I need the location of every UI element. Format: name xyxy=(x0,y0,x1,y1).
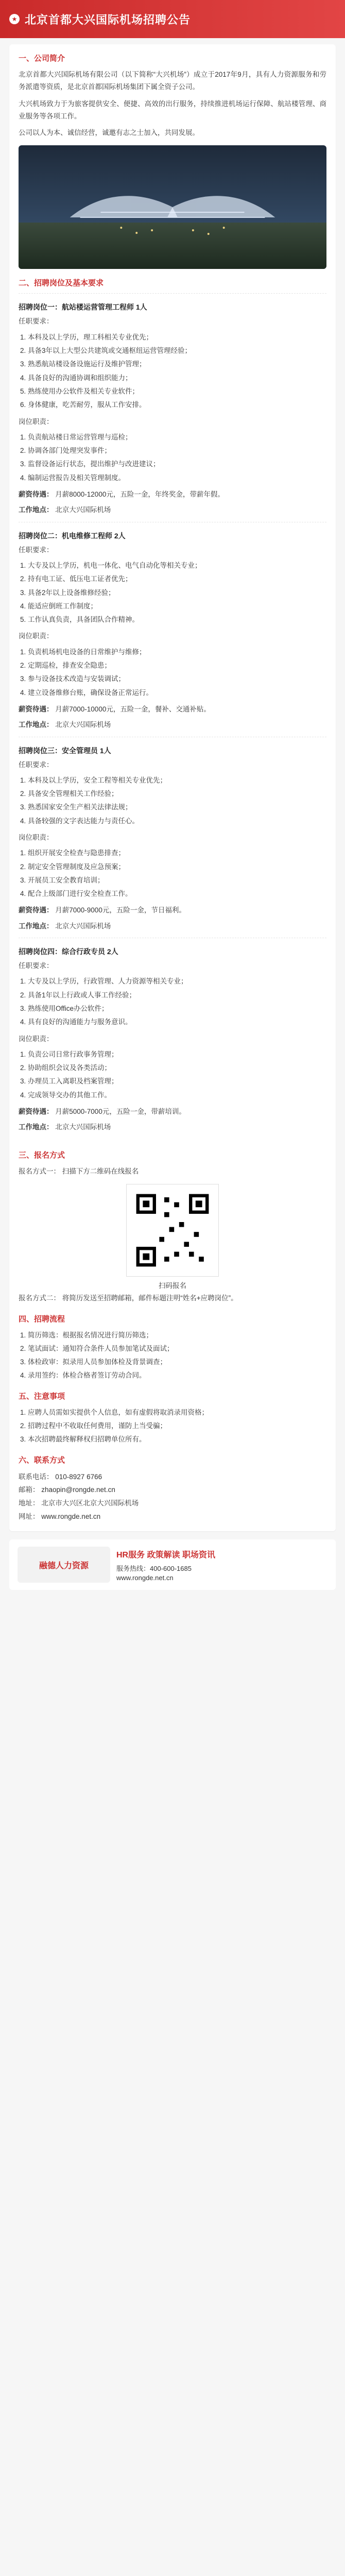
list-item: 2. 笔试面试：通知符合条件人员参加笔试及面试； xyxy=(28,1343,326,1355)
list-item: 2. 具备3年以上大型公共建筑或交通枢纽运营管理经验； xyxy=(28,345,326,357)
apply-method-1-text: 扫描下方二维码在线报名 xyxy=(62,1167,139,1175)
duty-list xyxy=(19,431,326,484)
list-item: 5. 工作认真负责，具备团队合作精神。 xyxy=(28,614,326,626)
list-item: 3. 监督设备运行状态，提出维护与改进建议； xyxy=(28,458,326,470)
notice-list xyxy=(19,1406,326,1446)
apply-method-2-label: 报名方式二： xyxy=(19,1294,60,1302)
recruit-section-title: 二、招聘岗位及基本要求 xyxy=(19,279,104,288)
job-2 xyxy=(19,522,326,732)
job-title: 招聘岗位三：安全管理员 1人 xyxy=(19,746,111,755)
company-para-2: 大兴机场致力于为旅客提供安全、便捷、高效的出行服务，持续推进机场运行保障、航站楼管理、商业服务等各项工作。 xyxy=(19,99,326,120)
banner-title: 北京首都大兴国际机场招聘公告 xyxy=(25,13,191,26)
contact-email[interactable]: zhaopin@rongde.net.cn xyxy=(41,1486,115,1494)
list-item: 3. 熟悉航站楼设备设施运行及维护管理； xyxy=(28,358,326,370)
list-item: 1. 大专及以上学历，机电一体化、电气自动化等相关专业； xyxy=(28,560,326,572)
list-item: 1. 简历筛选：根据报名情况进行简历筛选； xyxy=(28,1329,326,1342)
list-item: 3. 体检政审：拟录用人员参加体检及背景调查； xyxy=(28,1356,326,1368)
list-item: 3. 参与设备技术改造与安装调试； xyxy=(28,673,326,685)
salary-label: 薪资待遇： xyxy=(19,490,54,499)
salary-label: 薪资待遇： xyxy=(19,705,54,713)
list-item: 1. 应聘人员需如实提供个人信息，如有虚假将取消录用资格； xyxy=(28,1406,326,1419)
req-list xyxy=(19,560,326,626)
footer-brand: 融德人力资源 xyxy=(18,1547,110,1583)
req-list xyxy=(19,975,326,1028)
job-title: 招聘岗位一：航站楼运营管理工程师 1人 xyxy=(19,303,147,312)
job-3 xyxy=(19,737,326,933)
company-para-1: 北京首都大兴国际机场有限公司（以下简称“大兴机场”）成立于2017年9月，具有人力资源服务和劳务派遣等资质，是北京首都国际机场集团下属全资子公司。 xyxy=(19,71,326,91)
list-item: 4. 录用签约：体检合格者签订劳动合同。 xyxy=(28,1369,326,1382)
duty-label: 岗位职责： xyxy=(19,1035,54,1043)
duty-label: 岗位职责： xyxy=(19,833,54,841)
place-row xyxy=(19,504,326,516)
notice-section-title: 五、注意事项 xyxy=(19,1392,65,1401)
salary-row xyxy=(19,904,326,917)
salary-row xyxy=(19,488,326,501)
list-item: 1. 本科及以上学历，安全工程等相关专业优先； xyxy=(28,774,326,787)
contact-phone-label: 联系电话： xyxy=(19,1472,54,1481)
company-section-title: 一、公司简介 xyxy=(19,54,65,63)
place-value: 北京大兴国际机场 xyxy=(55,922,111,930)
salary-value: 月薪8000-12000元，五险一金，年终奖金，带薪年假。 xyxy=(55,490,225,499)
place-row xyxy=(19,719,326,731)
duty-list xyxy=(19,847,326,900)
place-value: 北京大兴国际机场 xyxy=(55,1123,111,1131)
list-item: 2. 具备安全管理相关工作经验； xyxy=(28,788,326,800)
logo-icon: ★ xyxy=(9,14,20,24)
list-item: 1. 负责公司日常行政事务管理； xyxy=(28,1048,326,1061)
hero-image xyxy=(19,145,326,269)
list-item: 5. 熟练使用办公软件及相关专业软件； xyxy=(28,385,326,398)
footer-site[interactable]: www.rongde.net.cn xyxy=(116,1573,174,1582)
list-item: 4. 编制运营报告及相关管理制度。 xyxy=(28,472,326,484)
top-banner xyxy=(0,0,345,38)
list-item: 1. 本科及以上学历，理工科相关专业优先； xyxy=(28,331,326,344)
salary-label: 薪资待遇： xyxy=(19,906,54,914)
place-value: 北京大兴国际机场 xyxy=(55,721,111,729)
contact-address-label: 地址： xyxy=(19,1499,40,1507)
salary-row xyxy=(19,1106,326,1118)
contact-site-label: 网址： xyxy=(19,1512,40,1520)
contact-phone: 010-8927 6766 xyxy=(55,1472,102,1481)
contact-address-row xyxy=(19,1497,326,1510)
contact-section-title: 六、联系方式 xyxy=(19,1455,65,1465)
qr-icon xyxy=(131,1189,214,1272)
list-item: 4. 具备较强的文字表达能力与责任心。 xyxy=(28,815,326,827)
salary-row xyxy=(19,703,326,716)
req-label: 任职要求： xyxy=(19,962,54,970)
list-item: 4. 具备良好的沟通协调和组织能力； xyxy=(28,372,326,384)
contact-address: 北京市大兴区北京大兴国际机场 xyxy=(41,1499,139,1507)
apply-method-2-text: 将简历发送至招聘邮箱，邮件标题注明“姓名+应聘岗位”。 xyxy=(62,1294,238,1302)
duty-list xyxy=(19,646,326,699)
process-section-title: 四、招聘流程 xyxy=(19,1314,65,1324)
list-item: 2. 招聘过程中不收取任何费用，谨防上当受骗； xyxy=(28,1420,326,1432)
qr-caption: 扫码报名 xyxy=(159,1281,186,1290)
place-row xyxy=(19,920,326,933)
content-card xyxy=(9,44,336,1531)
place-value: 北京大兴国际机场 xyxy=(55,506,111,514)
contact-email-row xyxy=(19,1483,326,1497)
contact-phone-row xyxy=(19,1470,326,1484)
list-item: 3. 办理员工入离职及档案管理； xyxy=(28,1075,326,1088)
place-label: 工作地点： xyxy=(19,721,54,729)
footer-slogan: HR服务 政策解读 职场资讯 xyxy=(116,1550,216,1560)
list-item: 4. 具有良好的沟通能力与服务意识。 xyxy=(28,1016,326,1028)
salary-value: 月薪5000-7000元，五险一金，带薪培训。 xyxy=(55,1108,186,1116)
footer-info xyxy=(116,1548,327,1582)
contact-email-label: 邮箱： xyxy=(19,1486,40,1494)
apply-method-1-label: 报名方式一： xyxy=(19,1167,60,1175)
list-item: 3. 本次招聘最终解释权归招聘单位所有。 xyxy=(28,1433,326,1446)
job-4 xyxy=(19,938,326,1134)
apply-method-1 xyxy=(19,1165,326,1178)
job-title: 招聘岗位四：综合行政专员 2人 xyxy=(19,947,118,956)
duty-label: 岗位职责： xyxy=(19,417,54,426)
list-item: 2. 协助组织会议及各类活动； xyxy=(28,1062,326,1074)
salary-value: 月薪7000-10000元，五险一金，餐补、交通补贴。 xyxy=(55,705,211,713)
list-item: 2. 协调各部门处理突发事件； xyxy=(28,445,326,457)
place-label: 工作地点： xyxy=(19,1123,54,1131)
req-list xyxy=(19,774,326,827)
list-item: 3. 熟练使用Office办公软件； xyxy=(28,1003,326,1015)
list-item: 2. 持有电工证、低压电工证者优先； xyxy=(28,573,326,585)
list-item: 4. 能适应倒班工作制度； xyxy=(28,600,326,613)
list-item: 1. 负责航站楼日常运营管理与巡检； xyxy=(28,431,326,444)
job-title: 招聘岗位二：机电维修工程师 2人 xyxy=(19,531,126,540)
place-label: 工作地点： xyxy=(19,506,54,514)
list-item: 3. 具备2年以上设备维修经验； xyxy=(28,587,326,599)
list-item: 1. 负责机场机电设备的日常维护与维修； xyxy=(28,646,326,658)
footer-hotline: 服务热线：400-600-1685 xyxy=(116,1564,192,1572)
list-item: 4. 配合上级部门进行安全检查工作。 xyxy=(28,888,326,900)
list-item: 4. 完成领导交办的其他工作。 xyxy=(28,1089,326,1101)
contact-site[interactable]: www.rongde.net.cn xyxy=(41,1512,101,1520)
list-item: 3. 熟悉国家安全生产相关法律法规； xyxy=(28,801,326,814)
qr-code[interactable] xyxy=(126,1184,219,1277)
list-item: 4. 建立设备维修台账，确保设备正常运行。 xyxy=(28,687,326,699)
footer-card xyxy=(9,1539,336,1590)
job-1 xyxy=(19,293,326,516)
airport-illustration xyxy=(19,145,326,269)
duty-list xyxy=(19,1048,326,1101)
divider xyxy=(19,1137,326,1141)
place-label: 工作地点： xyxy=(19,922,54,930)
apply-section-title: 三、报名方式 xyxy=(19,1150,65,1160)
apply-method-2 xyxy=(19,1292,326,1304)
list-item: 6. 身体健康，吃苦耐劳，服从工作安排。 xyxy=(28,399,326,411)
company-para-3: 公司以人为本、诚信经营，诚邀有志之士加入，共同发展。 xyxy=(19,129,199,137)
list-item: 2. 具备1年以上行政或人事工作经验； xyxy=(28,989,326,1002)
contact-site-row xyxy=(19,1510,326,1523)
list-item: 2. 定期巡检，排查安全隐患； xyxy=(28,659,326,672)
place-row xyxy=(19,1121,326,1133)
list-item: 1. 大专及以上学历，行政管理、人力资源等相关专业； xyxy=(28,975,326,988)
salary-value: 月薪7000-9000元，五险一金，节日福利。 xyxy=(55,906,186,914)
process-list xyxy=(19,1329,326,1382)
duty-label: 岗位职责： xyxy=(19,632,54,640)
salary-label: 薪资待遇： xyxy=(19,1108,54,1116)
list-item: 2. 制定安全管理制度及应急预案； xyxy=(28,861,326,873)
list-item: 1. 组织开展安全检查与隐患排查； xyxy=(28,847,326,859)
req-label: 任职要求： xyxy=(19,317,54,326)
req-label: 任职要求： xyxy=(19,760,54,769)
list-item: 3. 开展员工安全教育培训； xyxy=(28,874,326,887)
req-list xyxy=(19,331,326,412)
req-label: 任职要求： xyxy=(19,546,54,554)
